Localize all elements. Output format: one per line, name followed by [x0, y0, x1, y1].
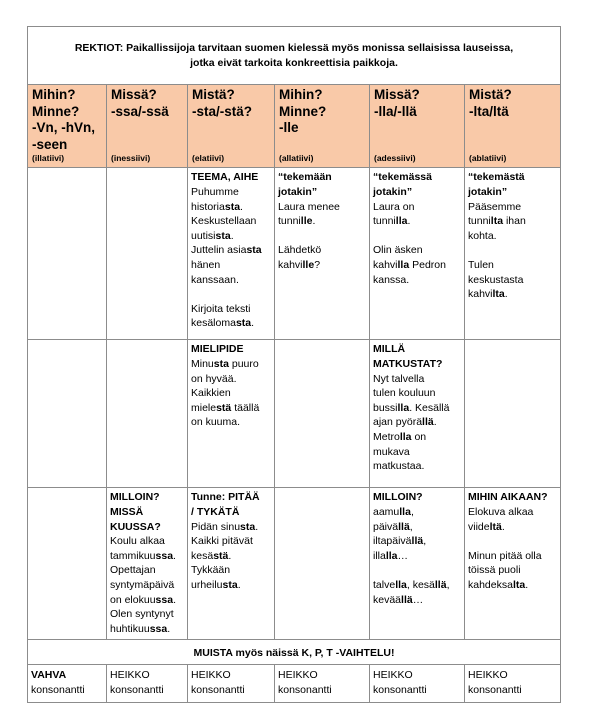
case-ending: lle [302, 258, 315, 271]
rektiot-document [27, 26, 560, 703]
consonant-strength: HEIKKO [278, 669, 318, 682]
title-line-1: REKTIOT: Paikallissijoja tarvitaan suomen kielessä myös monissa sellaisissa lauseissa, [74, 42, 514, 54]
header-adessiivi [370, 85, 465, 168]
example-text: … [397, 549, 409, 562]
header-text: Mihin? [32, 87, 76, 102]
case-ending: llä [422, 416, 434, 429]
case-ending: sta [224, 200, 241, 213]
example-text: . [525, 578, 529, 591]
example-text: aamu [373, 505, 400, 518]
example-text: kevää [373, 593, 402, 606]
header-text: -Vn, -hVn, [32, 120, 95, 136]
cell-empty [28, 488, 107, 640]
example-text: illa [373, 549, 386, 562]
example-text: huhtikuu [110, 622, 150, 635]
cell-ablatiivi-time [465, 488, 561, 640]
example-text: . [501, 520, 505, 533]
case-name: (ablatiivi) [469, 153, 507, 164]
case-ending: sta [222, 578, 238, 591]
example-text: kanssaan. [191, 273, 239, 286]
example-text: syntymäpäivä [110, 578, 175, 591]
example-text: kahvi [373, 258, 398, 271]
cell-heading: MILLÄ [373, 343, 406, 356]
example-text: Minu [191, 357, 214, 370]
consonant-label: konsonantti [468, 684, 522, 697]
example-text: kesä [191, 549, 214, 562]
cell-ablatiivi-doing [465, 168, 561, 340]
cell-heading: / TYKÄTÄ [191, 505, 240, 518]
cell-elatiivi-theme [188, 168, 275, 340]
consonant-cell [465, 665, 561, 703]
cell-heading: MIELIPIDE [191, 343, 244, 356]
example-text: kohta. [468, 229, 497, 242]
case-ending: lta [490, 215, 504, 228]
case-ending: sta [240, 520, 256, 533]
example-text: Keskustellaan [191, 215, 257, 228]
example-text: . [433, 416, 437, 429]
case-ending: lla [397, 401, 410, 414]
case-ending: stä [213, 549, 229, 562]
header-allatiivi [275, 85, 370, 168]
case-ending: lla [399, 505, 411, 518]
header-row [28, 85, 561, 168]
header-ablatiivi [465, 85, 561, 168]
case-name: (elatiivi) [192, 153, 225, 164]
case-ending: lla [399, 430, 412, 443]
example-text: Opettajan [110, 564, 156, 577]
consonant-strength: HEIKKO [191, 669, 231, 682]
consonant-label: konsonantti [278, 684, 332, 697]
example-text: . [228, 549, 232, 562]
example-text: . [173, 593, 176, 606]
header-text: Mistä? [469, 87, 512, 102]
cell-empty [28, 340, 107, 488]
cell-empty [28, 168, 107, 340]
example-text: . [167, 622, 171, 635]
cell-heading: MILLOIN? [110, 491, 160, 504]
example-text: Pidän sinu [191, 520, 241, 533]
example-text: matkustaa. [373, 460, 425, 473]
case-ending: llä [434, 578, 447, 591]
example-text: tammikuu [110, 549, 156, 562]
header-text: Mistä? [192, 87, 235, 102]
example-text: , [446, 578, 450, 591]
case-ending: lle [300, 215, 313, 228]
cell-adessiivi-doing [370, 168, 465, 340]
cell-empty [275, 488, 370, 640]
case-ending: llä [401, 593, 413, 606]
case-ending: sta [213, 357, 229, 370]
example-text: Juttelin asia [191, 244, 247, 257]
case-ending: sta [215, 229, 231, 242]
example-text: , [423, 535, 427, 548]
case-ending: ssa [149, 622, 168, 635]
example-text: urheilu [191, 578, 223, 591]
cell-heading: Tunne: PITÄÄ [191, 491, 260, 504]
header-elatiivi [188, 85, 275, 168]
example-text: … [412, 593, 424, 606]
cell-elatiivi-feeling [188, 488, 275, 640]
example-text: . [237, 578, 241, 591]
cell-heading: jotakin” [468, 185, 508, 198]
example-text: iltapäivä [373, 535, 412, 548]
case-ending: llä [398, 520, 410, 533]
cell-elatiivi-opinion [188, 340, 275, 488]
cell-allatiivi-doing [275, 168, 370, 340]
case-ending: lla [397, 258, 410, 271]
cell-empty [465, 340, 561, 488]
example-text: Kirjoita teksti [191, 302, 251, 315]
consonant-cell [28, 665, 107, 703]
example-text: Kaikkien [191, 387, 231, 400]
cell-adessiivi-travel [370, 340, 465, 488]
example-text: Puhumme [191, 185, 239, 198]
header-text: -ssa/-ssä [111, 103, 169, 119]
example-text: Koulu alkaa [110, 535, 165, 548]
muista-note: MUISTA myös näissä K, P, T -VAIHTELU! [28, 640, 561, 665]
cell-heading: MILLOIN? [373, 491, 423, 504]
header-text: -seen [32, 136, 68, 152]
consonant-strength: HEIKKO [373, 669, 413, 682]
cell-empty [107, 168, 188, 340]
example-text: kesäloma [191, 317, 236, 330]
example-text: . [407, 215, 411, 228]
example-text: kahdeksa [468, 578, 513, 591]
example-text: kanssa. [373, 273, 410, 286]
example-text: tunni [373, 215, 396, 228]
consonant-cell [107, 665, 188, 703]
title-line-2: jotka eivät tarkoita konkreettisia paikkoja. [190, 57, 398, 69]
case-ending: lta [512, 578, 526, 591]
cell-heading: MISSÄ [110, 505, 144, 518]
example-text: Metro [373, 430, 400, 443]
example-text: Olen syntynyt [110, 608, 174, 621]
case-name: (adessiivi) [374, 153, 416, 164]
cell-heading: “tekemässä [373, 171, 432, 184]
example-text: mukava [373, 445, 410, 458]
cell-heading: “tekemään [278, 171, 332, 184]
example-text: Laura on [373, 200, 415, 213]
cell-heading: MIHIN AIKAAN? [468, 491, 548, 504]
header-text: Missä? [111, 87, 157, 102]
example-text: ajan pyörä [373, 416, 423, 429]
example-text: , [409, 520, 413, 533]
example-text: viide [468, 520, 490, 533]
example-text: puuro [228, 357, 259, 370]
row-theme [28, 168, 561, 340]
header-text: -lle [279, 120, 299, 136]
cell-empty [107, 340, 188, 488]
cell-heading: MATKUSTAT? [373, 357, 443, 370]
example-text: Lähdetkö [278, 244, 322, 257]
example-text: . [255, 520, 259, 533]
example-text: . [230, 229, 234, 242]
example-text: kahvi [468, 288, 493, 301]
consonant-row [28, 665, 561, 703]
case-ending: lta [492, 288, 505, 301]
example-text: . [312, 215, 316, 228]
case-ending: lla [395, 215, 408, 228]
consonant-strength: VAHVA [31, 669, 67, 682]
example-text: uutisi [191, 229, 216, 242]
cell-heading: “tekemästä [468, 171, 525, 184]
example-text: bussi [373, 401, 398, 414]
example-text: . [173, 549, 176, 562]
cell-heading: jotakin” [278, 185, 318, 198]
example-text: . [251, 317, 255, 330]
example-text: kahvi [278, 258, 303, 271]
example-text: Laura menee [278, 200, 340, 213]
example-text: on [411, 430, 427, 443]
case-ending: ssa [155, 593, 174, 606]
example-text: tunni [278, 215, 301, 228]
consonant-strength: HEIKKO [110, 669, 150, 682]
consonant-label: konsonantti [373, 684, 427, 697]
example-text: Elokuva alkaa [468, 505, 534, 518]
example-text: töissä puoli [468, 564, 521, 577]
example-text: Kaikki pitävät [191, 535, 253, 548]
rektiot-table [27, 26, 561, 703]
example-text: on kuuma. [191, 416, 241, 429]
case-ending: ltä [489, 520, 502, 533]
example-text: Pääsemme [468, 200, 522, 213]
example-text: tunni [468, 215, 491, 228]
header-text: Missä? [374, 87, 420, 102]
example-text: Nyt talvella [373, 372, 425, 385]
case-ending: sta [246, 244, 262, 257]
case-ending: ssa [155, 549, 174, 562]
example-text: Tulen [468, 258, 494, 271]
cell-heading: KUUSSA? [110, 520, 161, 533]
consonant-strength: HEIKKO [468, 669, 508, 682]
header-text: Minne? [32, 103, 80, 119]
consonant-cell [370, 665, 465, 703]
case-name: (allatiivi) [279, 153, 314, 164]
example-text: Pedron [409, 258, 446, 271]
example-text: Olin äsken [373, 244, 423, 257]
example-text: historia [191, 200, 225, 213]
example-text: talve [373, 578, 396, 591]
cell-heading: TEEMA, AIHE [191, 171, 259, 184]
header-text: -sta/-stä? [192, 103, 253, 119]
cell-empty [275, 340, 370, 488]
example-text: , kesä [406, 578, 435, 591]
example-text: tulen kouluun [373, 387, 436, 400]
case-ending: stä [216, 401, 232, 414]
case-ending: lla [395, 578, 407, 591]
case-ending: sta [235, 317, 252, 330]
case-name: (inessiivi) [111, 153, 151, 164]
cell-inessiivi-month [107, 488, 188, 640]
example-text: Tykkään [191, 564, 231, 577]
example-text: on elokuu [110, 593, 156, 606]
cell-adessiivi-time [370, 488, 465, 640]
header-text: -lta/ltä [469, 103, 509, 119]
case-ending: llä [411, 535, 424, 548]
example-text: on hyvää. [191, 372, 237, 385]
example-text: , [410, 505, 414, 518]
header-inessiivi [107, 85, 188, 168]
cell-heading: jotakin” [373, 185, 413, 198]
example-text: ihan [503, 215, 526, 228]
case-ending: lla [385, 549, 398, 562]
example-text: Minun pitää olla [468, 549, 542, 562]
example-text: . [504, 288, 508, 301]
case-name: (illatiivi) [32, 153, 65, 164]
example-text: miele [191, 401, 217, 414]
example-text: päivä [373, 520, 399, 533]
example-text: hänen [191, 258, 221, 271]
consonant-label: konsonantti [110, 684, 164, 697]
example-text: ? [314, 258, 321, 271]
example-text: . Kesällä [409, 401, 450, 414]
consonant-cell [275, 665, 370, 703]
row-time [28, 488, 561, 640]
row-opinion [28, 340, 561, 488]
header-illatiivi [28, 85, 107, 168]
consonant-cell [188, 665, 275, 703]
example-text: . [240, 200, 243, 213]
header-text: Mihin? [279, 87, 323, 102]
header-text: Minne? [279, 103, 327, 119]
header-text: -lla/-llä [374, 103, 417, 119]
consonant-label: konsonantti [191, 684, 245, 697]
consonant-label: konsonantti [31, 684, 85, 697]
title-cell [28, 27, 561, 85]
example-text: keskustasta [468, 273, 524, 286]
example-text: täällä [231, 401, 260, 414]
